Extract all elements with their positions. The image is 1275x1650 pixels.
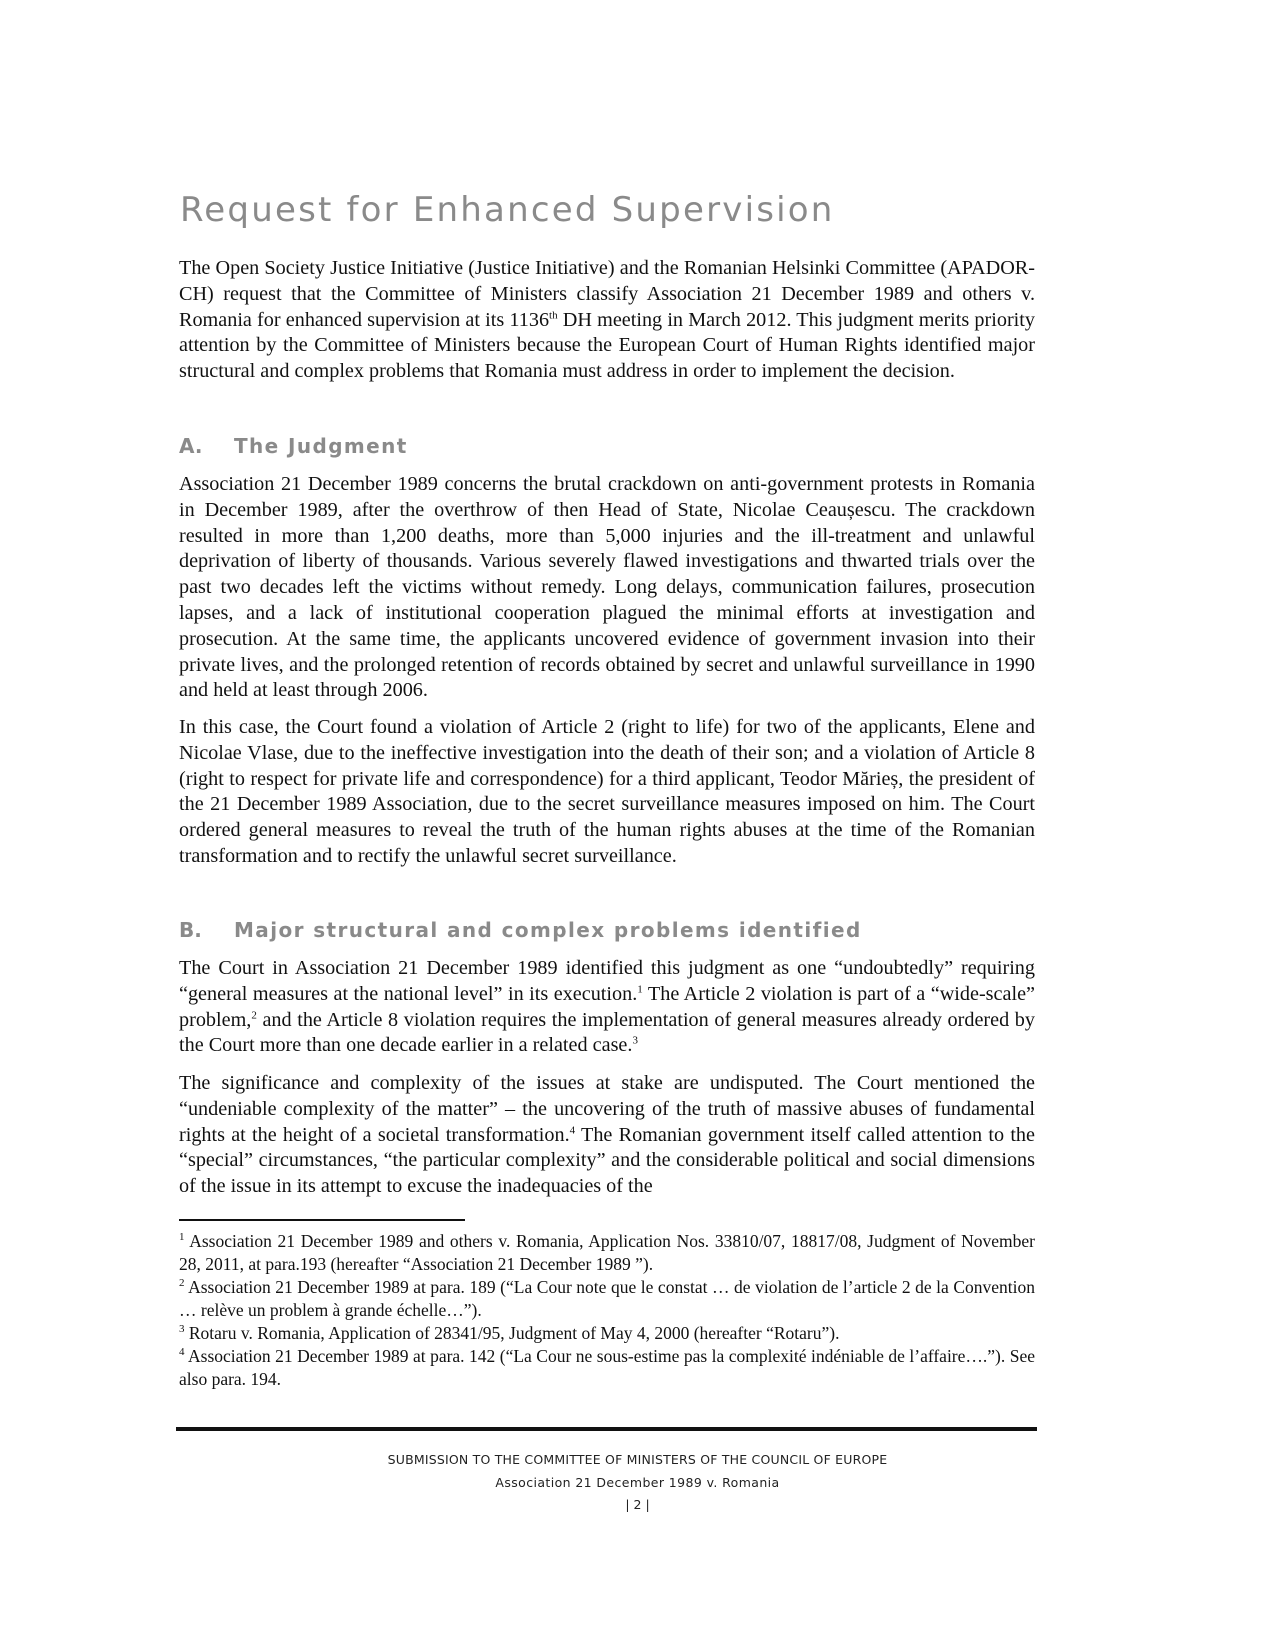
- intro-text-b: DH meeting in March 2012. This judgment merits priority attention by the Committee of Ministers because the European Court of Human Rights identified major structural and complex problems that Romania must address in order to implement the decision.: [179, 308, 1035, 383]
- footnote-text-2: Association 21 December 1989 at para. 189 (“La Cour note que le constat … de violation de l’article 2 de la Convention … relève un problem à grande échelle…”).: [179, 1277, 1035, 1320]
- footnote-text-4: Association 21 December 1989 at para. 142 (“La Cour ne sous-estime pas la complexité indéniable de l’affaire….”). See also para. 194.: [179, 1346, 1035, 1389]
- section-b-p2-text-b: The Romanian government itself called attention to the “special” circumstances, “the particular complexity” and the considerable political and social dimensions of the issue in its attempt to excuse the inadequacies of the: [179, 1123, 1035, 1198]
- footer-submission-line: SUBMISSION TO THE COMMITTEE OF MINISTERS OF THE COUNCIL OF EUROPE: [387, 1452, 888, 1467]
- page-title: Request for Enhanced Supervision: [180, 190, 835, 230]
- section-a-paragraph-1: Association 21 December 1989 concerns the brutal crackdown on anti-government protests in Romania in December 1989, after the overthrow of then Head of State, Nicolae Ceaușescu. The crackdown resulted in more than 1,200 deaths, more than 5,000 injuries and the ill-treatment and unlawful deprivation of liberty of thousands. Various severely flawed investigations and thwarted trials over the past two decades left the victims without remedy. Long delays, communication failures, prosecution lapses, and a lack of institutional cooperation plagued the minimal efforts at investigation and prosecution. At the same time, the applicants uncovered evidence of government invasion into their private lives, and the prolonged retention of records obtained by secret and unlawful surveillance in 1990 and held at least through 2006.: [179, 473, 1035, 702]
- footer-case-line: Association 21 December 1989 v. Romania: [495, 1475, 780, 1490]
- section-b-p1-text-b: The Article 2 violation is part of a “wide-scale” problem,: [179, 982, 1035, 1031]
- section-b-paragraph-1: [179, 956, 1035, 1059]
- footnote-4: [179, 1345, 1035, 1391]
- intro-paragraph: [179, 256, 1035, 385]
- page-number: | 2 |: [625, 1497, 650, 1512]
- footnote-text-3: Rotaru v. Romania, Application of 28341/95, Judgment of May 4, 2000 (hereafter “Rotaru”).: [184, 1323, 840, 1343]
- footnote-ref-2[interactable]: 2: [251, 1008, 257, 1021]
- section-b-paragraph-2: [179, 1071, 1035, 1200]
- footnote-ref-4[interactable]: 4: [569, 1123, 576, 1136]
- footnote-ref-1[interactable]: 1: [637, 983, 643, 996]
- footnote-text-1: Association 21 December 1989 and others v. Romania, Application Nos. 33810/07, 18817/08, Judgment of November 28, 2011, at para.193 (hereafter “Association 21 December 1989 ”).: [179, 1231, 1035, 1274]
- footnote-number-3: 3: [179, 1323, 185, 1336]
- section-b-p2-text-a: The significance and complexity of the issues at stake are undisputed. The Court mentioned the “undeniable complexity of the matter” – the uncovering of the truth of massive abuses of fundamental rights at the height of a societal transformation.: [179, 1072, 1035, 1146]
- section-a-title: The Judgment: [234, 434, 408, 458]
- footnote-3: [179, 1322, 1035, 1345]
- footnote-ref-3[interactable]: 3: [632, 1034, 638, 1047]
- intro-text-a: The Open Society Justice Initiative (Justice Initiative) and the Romanian Helsinki Committee (APADOR-CH) request that the Committee of Ministers classify Association 21 December 1989 and others v. Romania for enhanced supervision at its 1136: [179, 257, 1035, 331]
- section-b-letter: B.: [179, 918, 202, 942]
- footnote-number-4: 4: [179, 1346, 185, 1359]
- ordinal-superscript: th: [549, 308, 558, 321]
- footnote-2: [179, 1276, 1035, 1322]
- footer-rule: [176, 1427, 1037, 1431]
- section-b-p1-text-a: The Court in Association 21 December 1989 identified this judgment as one “undoubtedly” requiring “general measures at the national level” in its execution.: [179, 957, 1035, 1005]
- footnote-number-1: 1: [179, 1231, 185, 1244]
- section-b-heading: [179, 918, 862, 942]
- section-b-title: Major structural and complex problems identified: [234, 918, 862, 942]
- section-a-paragraph-2: In this case, the Court found a violation of Article 2 (right to life) for two of the applicants, Elene and Nicolae Vlase, due to the ineffective investigation into the death of their son; and a violation of Article 8 (right to respect for private life and correspondence) for a third applicant, Teodor Mărieș, the president of the 21 December 1989 Association, due to the secret surveillance measures imposed on him. The Court ordered general measures to reveal the truth of the human rights abuses at the time of the Romanian transformation and to rectify the unlawful secret surveillance.: [179, 716, 1035, 867]
- section-a-heading: [179, 434, 408, 458]
- footnote-1: [179, 1230, 1035, 1276]
- footnote-number-2: 2: [179, 1277, 185, 1290]
- section-a-letter: A.: [179, 434, 203, 458]
- section-b-p1-text-c: and the Article 8 violation requires the implementation of general measures already ordered by the Court more than one decade earlier in a related case.: [179, 1008, 1035, 1057]
- footnote-separator: [179, 1219, 465, 1221]
